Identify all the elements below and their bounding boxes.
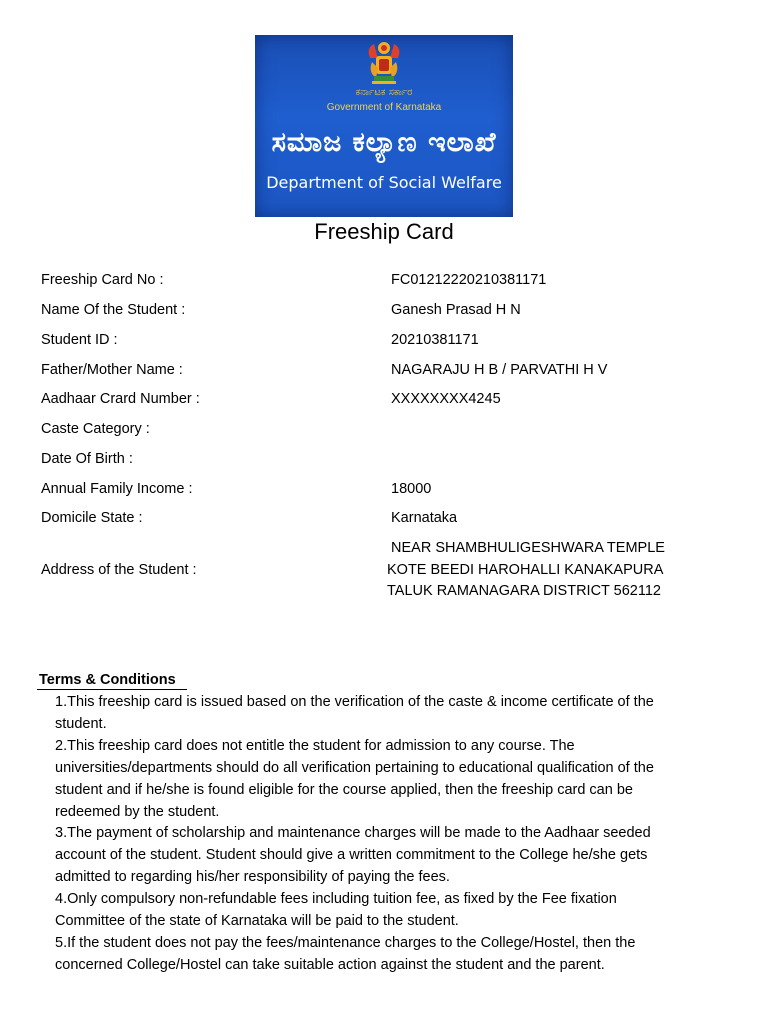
address-label: Address of the Student :	[41, 562, 197, 578]
student-name-value: Ganesh Prasad H N	[391, 302, 521, 318]
terms-line: 5.If the student does not pay the fees/maintenance charges to the College/Hostel, then the	[55, 935, 636, 951]
department-name: Department of Social Welfare	[266, 173, 502, 192]
terms-line: Committee of the state of Karnataka will be paid to the student.	[55, 913, 459, 929]
aadhaar-number-value: XXXXXXXX4245	[391, 391, 501, 407]
parents-name-value: NAGARAJU H B / PARVATHI H V	[391, 362, 608, 378]
aadhaar-number-label: Aadhaar Crard Number :	[41, 391, 200, 407]
card-no-label: Freeship Card No :	[41, 272, 164, 288]
card-no-value: FC01212220210381171	[391, 272, 547, 288]
address-line-3: TALUK RAMANAGARA DISTRICT 562112	[387, 583, 661, 599]
terms-heading: Terms & Conditions	[39, 672, 176, 688]
date-of-birth-label: Date Of Birth :	[41, 451, 133, 467]
terms-line: student.	[55, 716, 107, 732]
student-id-value: 20210381171	[391, 332, 479, 348]
caste-category-label: Caste Category :	[41, 421, 150, 437]
page-title: Freeship Card	[314, 219, 454, 244]
government-kannada-text: ಕರ್ನಾಟಕ ಸರ್ಕಾರ	[355, 87, 413, 98]
department-banner	[255, 35, 513, 217]
student-id-label: Student ID :	[41, 332, 118, 348]
student-name-label: Name Of the Student :	[41, 302, 186, 318]
domicile-state-label: Domicile State :	[41, 510, 143, 526]
terms-line: 4.Only compulsory non-refundable fees including tuition fee, as fixed by the Fee fixation	[55, 891, 617, 907]
terms-line: redeemed by the student.	[55, 804, 220, 820]
terms-line: 1.This freeship card is issued based on the verification of the caste & income certificate of the	[55, 694, 654, 710]
annual-income-label: Annual Family Income :	[41, 481, 193, 497]
terms-line: 2.This freeship card does not entitle the student for admission to any course. The	[55, 738, 575, 754]
terms-line: student and if he/she is found eligible for the course applied, then the freeship card can be	[55, 782, 633, 798]
terms-line: concerned College/Hostel can take suitable action against the student and the parent.	[55, 957, 605, 973]
parents-name-label: Father/Mother Name :	[41, 362, 183, 378]
karnataka-emblem-icon	[364, 38, 404, 88]
terms-line: universities/departments should do all verification pertaining to educational qualification of the	[55, 760, 654, 776]
domicile-state-value: Karnataka	[391, 510, 458, 526]
terms-line: 3.The payment of scholarship and maintenance charges will be made to the Aadhaar seeded	[55, 825, 651, 841]
department-kannada-text: ಸಮಾಜ ಕಲ್ಯಾಣ ಇಲಾಖೆ	[271, 127, 497, 158]
address-line-1: NEAR SHAMBHULIGESHWARA TEMPLE	[391, 540, 665, 556]
terms-line: account of the student. Student should give a written commitment to the College he/she gets	[55, 847, 648, 863]
government-text: Government of Karnataka	[326, 102, 442, 113]
terms-line: admitted to regarding his/her responsibility of paying the fees.	[55, 869, 450, 885]
terms-heading-underline	[37, 689, 187, 690]
annual-income-value: 18000	[391, 481, 432, 497]
address-line-2: KOTE BEEDI HAROHALLI KANAKAPURA	[387, 562, 664, 578]
